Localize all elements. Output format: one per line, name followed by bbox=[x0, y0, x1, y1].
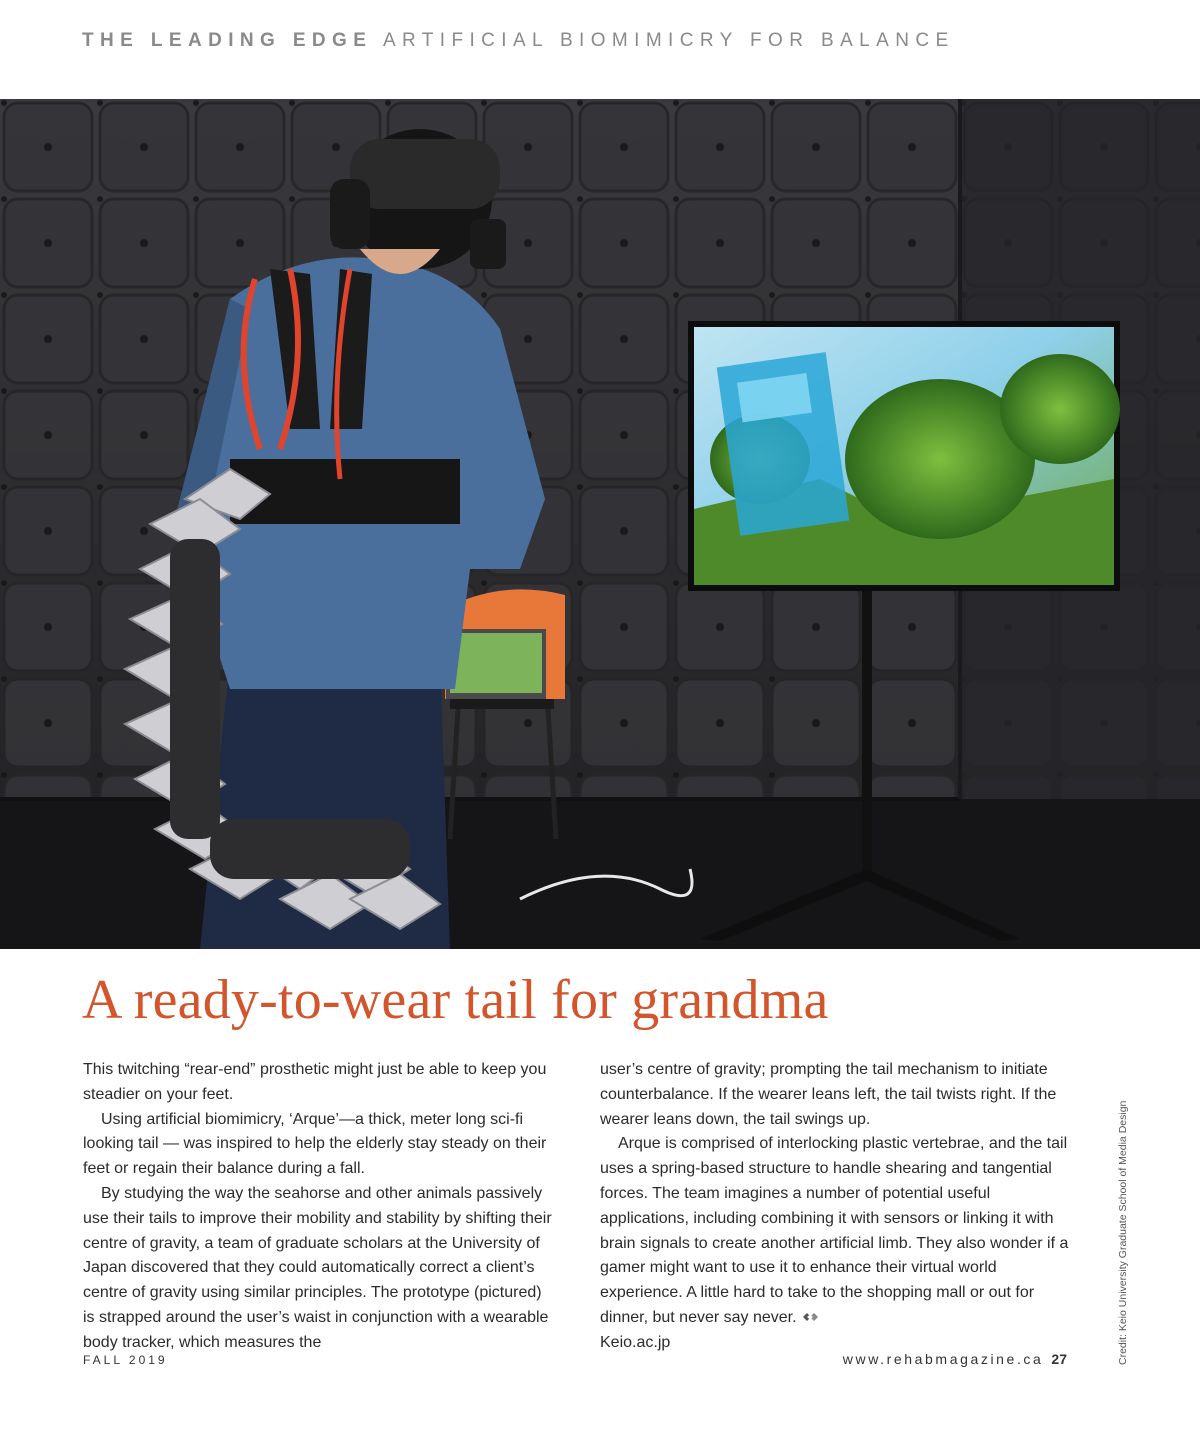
column1-paragraph-2: Using artificial biomimicry, ‘Arque’—a thick, meter long sci-fi looking tail — was inspired to help the elderly stay steady on their feet or regain their balance during a fall. bbox=[83, 1110, 547, 1178]
column2-paragraph-2-text: Arque is comprised of interlocking plastic vertebrae, and the tail uses a spring-based structure to handle shearing and tangential forces. The team imagines a number of potential useful applications, including combining it with sensors or linking it with brain signals to create another artificial limb. They also wonder if a gamer might want to use it to enhance their virtual world experience. A little hard to take to the shopping mall or out for dinner, but never say never. bbox=[600, 1135, 1069, 1326]
footer-right bbox=[843, 1351, 1067, 1367]
article-column-1 bbox=[83, 1058, 553, 1356]
diamond-end-mark-icon bbox=[799, 1311, 821, 1323]
photo-credit: Credit: Keio University Graduate School of Media Design bbox=[1117, 1100, 1129, 1365]
running-head-section: THE LEADING EDGE bbox=[82, 30, 373, 51]
article-column-2 bbox=[600, 1058, 1070, 1356]
column1-paragraph-1: This twitching “rear-end” prosthetic might just be able to keep you steadier on your feet. bbox=[83, 1061, 547, 1103]
feature-photo bbox=[0, 99, 1200, 949]
issue-date: FALL 2019 bbox=[83, 1353, 168, 1367]
footer-url[interactable]: www.rehabmagazine.ca bbox=[842, 1351, 1044, 1367]
page-number: 27 bbox=[1051, 1351, 1067, 1367]
column1-paragraph-3: By studying the way the seahorse and other animals passively use their tails to improve their mobility and stability by shifting their centre of gravity, a team of graduate scholars at the University of Japan discovered that they could automatically correct a client’s centre of gravity using similar principles. The prototype (pictured) is strapped around the user’s waist in conjunction with a wearable body tracker, which measures the bbox=[83, 1184, 552, 1351]
column2-paragraph-1: user’s centre of gravity; prompting the tail mechanism to initiate counterbalance. If the wearer leans left, the tail twists right. If the wearer leans down, the tail swings up. bbox=[600, 1061, 1057, 1128]
running-head-topic: ARTIFICIAL BIOMIMICRY FOR BALANCE bbox=[382, 30, 955, 51]
column2-paragraph-2 bbox=[600, 1132, 1070, 1330]
article-headline: A ready-to-wear tail for grandma bbox=[82, 969, 829, 1031]
website-link[interactable]: Keio.ac.jp bbox=[600, 1333, 671, 1351]
running-head bbox=[82, 30, 955, 52]
